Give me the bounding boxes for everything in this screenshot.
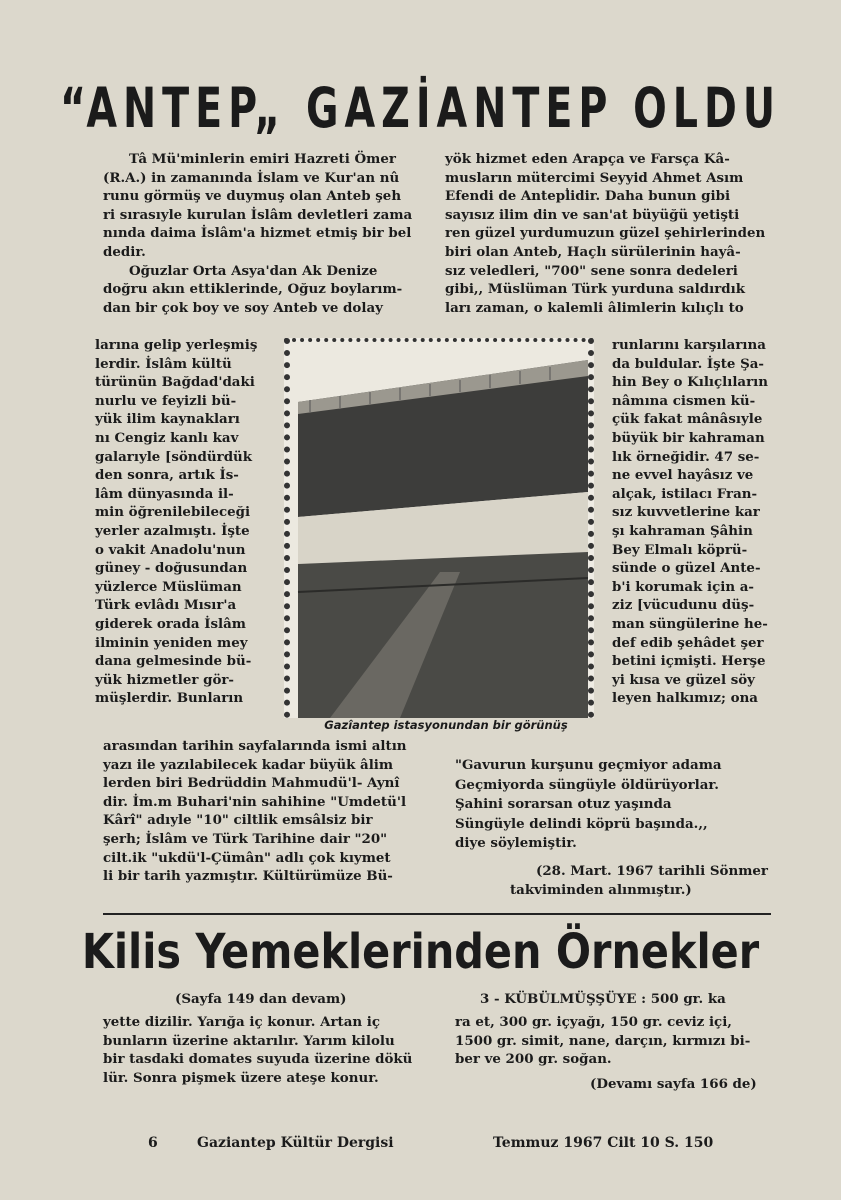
text-line: bunların üzerine aktarılır. Yarım kilolu <box>103 1032 395 1049</box>
text-line: ziz [vücudunu düş- <box>612 597 755 614</box>
text-line: nı Cengiz kanlı kav <box>95 429 239 446</box>
text-line: büyük bir kahraman <box>612 429 765 446</box>
text-line: arasından tarihin sayfalarında ismi altın <box>103 738 407 754</box>
text-line: da buldular. İşte Şa- <box>612 355 764 372</box>
text-line: ri sırasıyle kurulan İslâm devletleri zama <box>103 206 413 223</box>
text-line: güney - doğusundan <box>95 560 248 577</box>
column-right-top <box>445 150 785 317</box>
text-line: şerh; İslâm ve Türk Tarihine dair "20" <box>103 830 388 847</box>
article-title: “ANTEP„ GAZİANTEP OLDU <box>59 76 782 141</box>
text-line: lâm dünyasında il- <box>95 485 234 502</box>
station-photo <box>284 338 594 718</box>
text-line: nâmına cismen kü- <box>612 392 756 409</box>
text-line: dana gelmesinde bü- <box>95 653 252 670</box>
text-line: runu görmüş ve duymuş olan Anteb şeh <box>103 188 402 205</box>
text-line: diye söylemiştir. <box>455 835 577 851</box>
text-line: yök hizmet eden Arapça ve Farsça Kâ- <box>445 151 730 167</box>
text-line: lerden biri Bedrüddin Mahmudü'l- Aynî <box>103 775 400 792</box>
text-line: yerler azalmıştı. İşte <box>95 522 250 539</box>
text-line: lık örneğidir. 47 se- <box>612 448 760 465</box>
text-line: şı kahraman Şâhin <box>612 522 753 539</box>
text-line: Efendi de Antepl̇idir. Daha bunun gibi <box>445 188 731 205</box>
recipe-right-text <box>455 1013 795 1069</box>
text-line: betini içmişti. Herşe <box>612 653 766 670</box>
text-line: çük fakat mânâsıyle <box>612 411 763 428</box>
page-number: 6 <box>148 1135 158 1151</box>
photo-caption: Gazîantep istasyonundan bir görünüş <box>324 718 568 732</box>
issue-info: Temmuz 1967 Cilt 10 S. 150 <box>493 1135 714 1151</box>
text-line: li bir tarih yazmıştır. Kültürümüze Bü- <box>103 868 393 885</box>
text-line: o vakit Anadolu'nun <box>95 541 246 558</box>
text-line: ra et, 300 gr. içyağı, 150 gr. ceviz içi, <box>455 1014 732 1030</box>
column-left-bottom <box>103 737 438 886</box>
text-line: bir tasdaki domates suyuda üzerine dökü <box>103 1051 413 1068</box>
text-line: müşlerdir. Bunların <box>95 690 244 707</box>
text-line: "Gavurun kurşunu geçmiyor adama <box>455 757 722 773</box>
text-line: sünde o güzel Ante- <box>612 560 761 577</box>
text-line: galarıyle [söndürdük <box>95 448 253 465</box>
journal-name: Gaziantep Kültür Dergisi <box>197 1135 394 1151</box>
continued-to: (Devamı sayfa 166 de) <box>590 1076 757 1092</box>
text-line: türünün Bağdad'daki <box>95 374 255 391</box>
text-line: alçak, istilacı Fran- <box>612 485 758 502</box>
poem <box>455 756 785 854</box>
text-line: (28. Mart. 1967 tarihli Sönmer <box>536 863 768 879</box>
recipe-left-text <box>103 1013 443 1087</box>
text-line: runlarını karşılarına <box>612 337 766 353</box>
text-line: den sonra, artık İs- <box>95 467 239 484</box>
text-line: lür. Sonra pişmek üzere ateşe konur. <box>103 1069 379 1086</box>
recipes-title: Kilis Yemeklerinden Örnekler <box>81 922 760 980</box>
text-line: Şahini sorarsan otuz yaşında <box>455 796 672 812</box>
text-line: yüzlerce Müslüman <box>95 578 242 595</box>
text-line: dir. İm.m Buhari'nin sahihine "Umdetü'l <box>103 793 407 810</box>
text-line: Bey Elmalı köprü- <box>612 541 748 558</box>
text-line: dan bir çok boy ve soy Anteb ve dolay <box>103 299 383 316</box>
text-line: Kârî" adıyle "10" ciltlik emsâlsiz bir <box>103 812 373 829</box>
text-line: man süngülerine he- <box>612 615 768 632</box>
column-left-top <box>103 150 433 317</box>
text-line: musların mütercimi Seyyid Ahmet Asım <box>445 169 744 186</box>
text-line: Tâ Mü'minlerin emiri Hazreti Ömer <box>129 151 396 167</box>
text-line: yazı ile yazılabilecek kadar büyük âlim <box>103 756 394 773</box>
text-line: nurlu ve feyizli bü- <box>95 392 237 409</box>
section-divider <box>103 913 771 915</box>
text-line: sız kuvvetlerine kar <box>612 504 760 521</box>
text-line: doğru akın ettiklerinde, Oğuz boylarım- <box>103 281 403 298</box>
column-left-wrap <box>95 336 280 708</box>
text-line: yük hizmetler gör- <box>95 671 234 688</box>
text-line: (R.A.) in zamanında İslam ve Kur'an nû <box>103 169 400 186</box>
text-line: giderek orada İslâm <box>95 615 246 632</box>
text-line: 1500 gr. simit, nane, darçın, kırmızı bi- <box>455 1032 751 1049</box>
text-line: gibi,, Müslüman Türk yurduna saldırdık <box>445 281 745 298</box>
text-line: yette dizilir. Yarığa iç konur. Artan iç <box>103 1014 381 1030</box>
text-line: lerdir. İslâm kültü <box>95 355 232 372</box>
text-line: yük ilim kaynakları <box>95 411 240 428</box>
text-line: Oğuzlar Orta Asya'dan Ak Denize <box>129 262 378 279</box>
text-line: sız veledleri, "700" sene sonra dedeleri <box>445 262 738 279</box>
text-line: sayısız ilim din ve san'at büyüğü yetişti <box>445 206 740 223</box>
text-line: larına gelip yerleşmiş <box>95 337 258 353</box>
text-line: ber ve 200 gr. soğan. <box>455 1051 612 1068</box>
text-line: ren güzel yurdumuzun güzel şehirlerinden <box>445 225 766 242</box>
text-line: cilt.ik "ukdü'l-Çümân" adlı çok kıymet <box>103 849 391 866</box>
text-line: dedir. <box>103 243 146 260</box>
source-note <box>510 862 790 900</box>
text-line: biri olan Anteb, Haçlı sürülerinin hayâ- <box>445 243 741 260</box>
text-line: Süngüyle delindi köprü başında.,, <box>455 815 708 832</box>
text-line: Türk evlâdı Mısır'a <box>95 597 237 614</box>
text-line: hin Bey o Kılıçlıların <box>612 374 768 391</box>
recipe-heading: 3 - KÜBÜLMÜŞŞÜYE : 500 gr. ka <box>480 991 726 1007</box>
text-line: b'i korumak için a- <box>612 578 754 595</box>
photo-image <box>290 342 588 718</box>
continued-from: (Sayfa 149 dan devam) <box>175 991 347 1007</box>
text-line: ları zaman, o kalemli âlimlerin kılıçlı to <box>445 299 744 316</box>
text-line: Geçmiyorda süngüyle öldürüyorlar. <box>455 776 719 793</box>
text-line: takviminden alınmıştır.) <box>510 882 692 898</box>
text-line: min öğrenilebileceği <box>95 504 251 521</box>
text-line: ilminin yeniden mey <box>95 634 248 651</box>
text-line: def edib şehâdet şer <box>612 634 764 651</box>
text-line: ne evvel hayâsız ve <box>612 467 754 484</box>
text-line: nında daima İslâm'a hizmet etmiş bir bel <box>103 225 412 242</box>
text-line: yi kısa ve güzel söy <box>612 671 755 688</box>
column-right-wrap <box>612 336 787 708</box>
text-line: leyen halkımız; ona <box>612 690 758 707</box>
